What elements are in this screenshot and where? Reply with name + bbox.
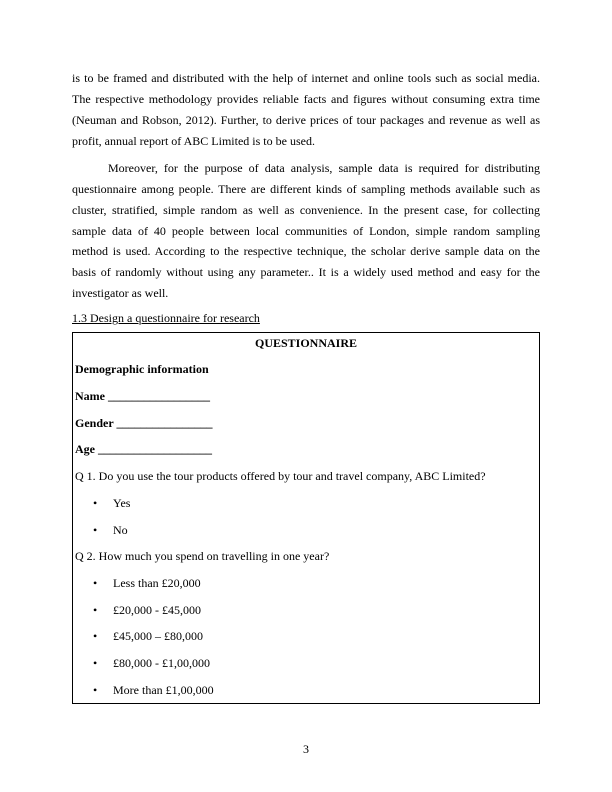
age-field: Age ___________________ — [75, 442, 212, 456]
option-label: £80,000 - £1,00,000 — [113, 656, 210, 670]
bullet-icon: • — [93, 683, 98, 697]
text-line: The respective methodology provides reliable facts and figures without consuming extra time — [72, 92, 540, 106]
question-1: Q 1. Do you use the tour products offered by tour and travel company, ABC Limited? — [75, 469, 486, 483]
option-label: No — [113, 523, 128, 537]
bullet-icon: • — [93, 603, 98, 617]
demographic-heading: Demographic information — [75, 362, 209, 376]
option-label: More than £1,00,000 — [113, 683, 214, 697]
list-item — [75, 575, 375, 591]
text-line: basis of randomly without using any parameter.. It is a widely used method and easy for the — [72, 265, 540, 279]
text-line: questionnaire among people. There are different kinds of sampling methods available such as — [72, 182, 540, 196]
questionnaire-title: QUESTIONNAIRE — [254, 336, 358, 350]
option-label: £20,000 - £45,000 — [113, 603, 201, 617]
question-2: Q 2. How much you spend on travelling in one year? — [75, 549, 330, 563]
list-item — [75, 495, 375, 511]
questionnaire-box — [72, 332, 540, 704]
text-line: sample data of 40 people between local communities of London, simple random sampling — [72, 224, 540, 238]
list-item — [75, 628, 375, 644]
text-line: cluster, stratified, simple random as well as convenience. In the present case, for collecting — [72, 203, 540, 217]
text-line: investigator as well. — [72, 286, 169, 300]
text-line: profit, annual report of ABC Limited is to be used. — [72, 134, 315, 148]
bullet-icon: • — [93, 629, 98, 643]
bullet-icon: • — [93, 576, 98, 590]
gender-field: Gender ________________ — [75, 416, 213, 430]
text-line: is to be framed and distributed with the help of internet and online tools such as social media. — [72, 71, 540, 85]
section-heading: 1.3 Design a questionnaire for research — [72, 311, 260, 325]
bullet-icon: • — [93, 496, 98, 510]
page-number: 3 — [303, 742, 309, 756]
option-label: £45,000 – £80,000 — [113, 629, 203, 643]
list-item — [75, 602, 375, 618]
text-line: Moreover, for the purpose of data analysis, sample data is required for distributing — [108, 161, 540, 175]
option-label: Less than £20,000 — [113, 576, 201, 590]
list-item — [75, 655, 375, 671]
option-label: Yes — [113, 496, 131, 510]
list-item — [75, 522, 375, 538]
text-line: (Neuman and Robson, 2012). Further, to derive prices of tour packages and revenue as well as — [72, 113, 540, 127]
text-line: method is used. According to the respective technique, the scholar derive sample data on the — [72, 244, 540, 258]
name-field: Name _________________ — [75, 389, 210, 403]
list-item — [75, 682, 375, 698]
bullet-icon: • — [93, 656, 98, 670]
bullet-icon: • — [93, 523, 98, 537]
